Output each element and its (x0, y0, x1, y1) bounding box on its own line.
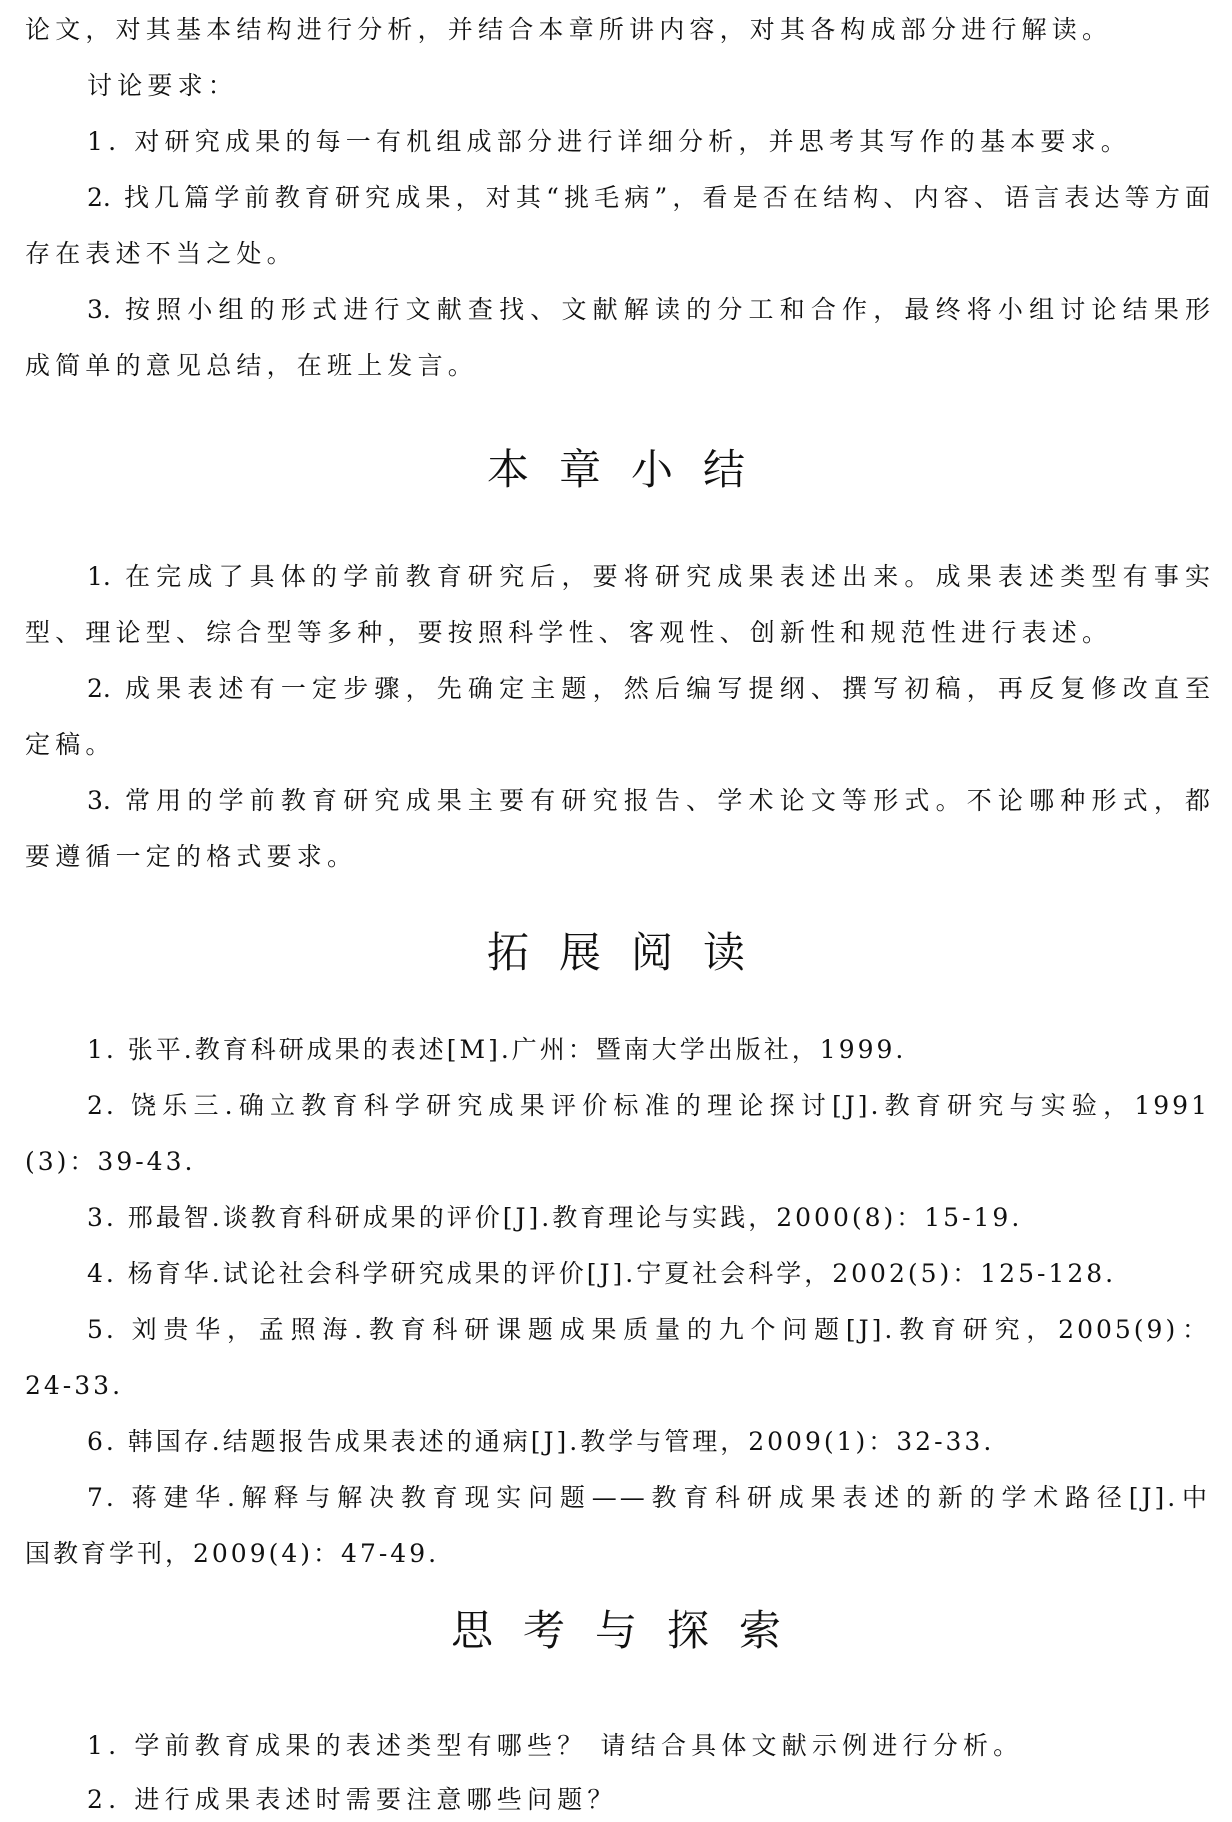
requirement-1: 1. 对研究成果的每一有机组成部分进行详细分析，并思考其写作的基本要求。 (87, 127, 1132, 156)
section-title-summary: 本章小结 (486, 445, 775, 494)
reference-2-cont: (3)：39-43. (25, 1147, 196, 1176)
reference-7-cont: 国教育学刊，2009(4)：47-49. (25, 1539, 440, 1568)
requirement-3-cont: 成简单的意见总结，在班上发言。 (25, 351, 479, 380)
section-title-further-reading: 拓展阅读 (486, 928, 775, 977)
requirement-3: 3. 按照小组的形式进行文献查找、文献解读的分工和合作，最终将小组讨论结果形 (87, 295, 1210, 324)
summary-item-3-cont: 要遵循一定的格式要求。 (25, 842, 358, 871)
summary-item-1: 1. 在完成了具体的学前教育研究后，要将研究成果表述出来。成果表述类型有事实 (87, 562, 1210, 591)
question-2: 2. 进行成果表述时需要注意哪些问题？ (87, 1785, 618, 1814)
summary-item-3: 3. 常用的学前教育研究成果主要有研究报告、学术论文等形式。不论哪种形式，都 (87, 786, 1210, 815)
reference-6: 6. 韩国存.结题报告成果表述的通病[J].教学与管理，2009(1)：32-33. (87, 1427, 995, 1456)
reference-3: 3. 邢最智.谈教育科研成果的评价[J].教育理论与实践，2000(8)：15-19. (87, 1203, 1023, 1232)
discussion-label: 讨论要求： (87, 71, 239, 100)
requirement-2: 2. 找几篇学前教育研究成果，对其“挑毛病”，看是否在结构、内容、语言表达等方面 (87, 183, 1210, 212)
reference-5-cont: 24-33. (25, 1371, 124, 1400)
requirement-2-cont: 存在表述不当之处。 (25, 239, 297, 268)
reference-2: 2. 饶乐三.确立教育科学研究成果评价标准的理论探讨[J].教育研究与实验，1991 (87, 1091, 1210, 1120)
section-title-reflection: 思考与探索 (450, 1606, 811, 1655)
summary-item-1-cont: 型、理论型、综合型等多种，要按照科学性、客观性、创新性和规范性进行表述。 (25, 618, 1113, 647)
summary-item-2-cont: 定稿。 (25, 730, 116, 759)
reference-5: 5. 刘贵华，孟照海.教育科研课题成果质量的九个问题[J].教育研究，2005(9)： (87, 1315, 1210, 1344)
reference-4: 4. 杨育华.试论社会科学研究成果的评价[J].宁夏社会科学，2002(5)：125-128. (87, 1259, 1117, 1288)
question-1: 1. 学前教育成果的表述类型有哪些？ 请结合具体文献示例进行分析。 (87, 1731, 1024, 1760)
summary-item-2: 2. 成果表述有一定步骤，先确定主题，然后编写提纲、撰写初稿，再反复修改直至 (87, 674, 1210, 703)
reference-1: 1. 张平.教育科研成果的表述[M].广州：暨南大学出版社，1999. (87, 1035, 907, 1064)
paragraph-continuation: 论文，对其基本结构进行分析，并结合本章所讲内容，对其各构成部分进行解读。 (25, 15, 1113, 44)
reference-7: 7. 蒋建华.解释与解决教育现实问题——教育科研成果表述的新的学术路径[J].中 (87, 1483, 1210, 1512)
